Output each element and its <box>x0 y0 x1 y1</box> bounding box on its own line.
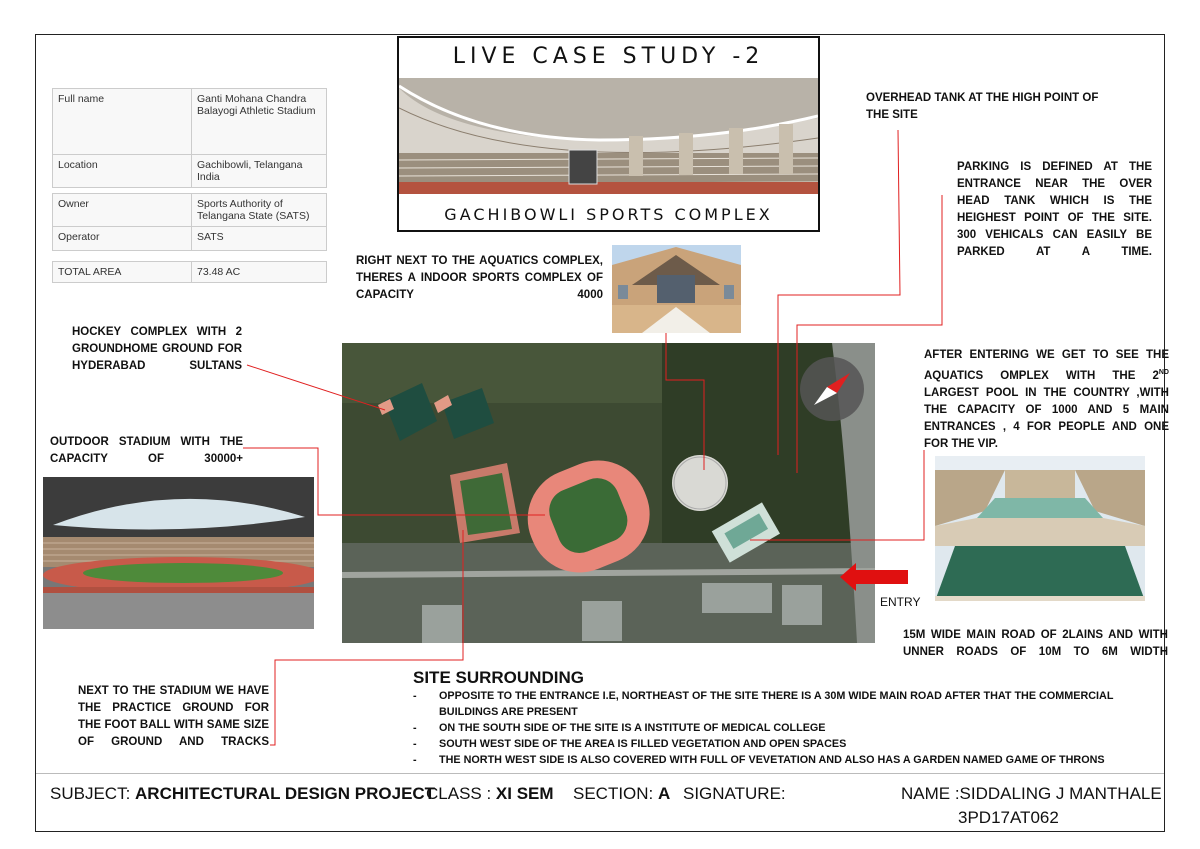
note-practice-ground: NEXT TO THE STADIUM WE HAVE THE PRACTICE GROUND FOR THE FOOT BALL WITH SAME SIZE OF GROUND AND TRACKS <box>78 685 269 748</box>
class-label: CLASS : <box>426 784 496 803</box>
table-row <box>53 194 327 227</box>
page-subtitle: GACHIBOWLI SPORTS COMPLEX <box>444 205 773 224</box>
footer-name: NAME :SIDDALING J MANTHALE <box>901 784 1162 803</box>
aquatics-photo <box>935 456 1145 601</box>
outdoor-stadium-photo <box>43 477 314 629</box>
info-value: Sports Authority of Telangana State (SATS) <box>192 194 327 227</box>
info-table-area <box>52 261 327 283</box>
note-parking-text-2: 300 VEHICALS CAN EASILY BE PARKED AT A TIME. <box>957 229 1152 258</box>
footer-class <box>426 784 554 804</box>
surrounding-title: SITE SURROUNDING <box>413 668 584 687</box>
info-key: TOTAL AREA <box>53 262 192 283</box>
note-indoor-complex: RIGHT NEXT TO THE AQUATICS COMPLEX, THERES A INDOOR SPORTS COMPLEX OF CAPACITY 4000 <box>356 255 603 301</box>
note-aquatics <box>924 347 1169 453</box>
table-row <box>53 89 327 155</box>
note-aquatics-sup: ND <box>1158 369 1169 376</box>
note-outdoor-stadium: OUTDOOR STADIUM WITH THE CAPACITY OF 30000+ <box>50 436 243 465</box>
info-value: 73.48 AC <box>192 262 327 283</box>
info-key: Owner <box>53 194 192 227</box>
info-key: Location <box>53 155 192 188</box>
note-road: 15M WIDE MAIN ROAD OF 2LAINS AND WITH UNNER ROADS OF 10M TO 6M WIDTH <box>903 629 1168 658</box>
page-title: LIVE CASE STUDY -2 <box>452 44 765 69</box>
class-value: XI SEM <box>495 784 554 803</box>
stadium-roof-photo <box>399 78 818 194</box>
footer-roll-number: 3PD17AT062 <box>958 808 1059 827</box>
footer-signature: SIGNATURE: <box>683 784 786 803</box>
info-value: SATS <box>192 227 327 251</box>
subject-value: ARCHITECTURAL DESIGN PROJECT <box>135 784 436 803</box>
site-satellite-map <box>342 343 875 643</box>
list-item: - SOUTH WEST SIDE OF THE AREA IS FILLED VEGETATION AND OPEN SPACES <box>413 736 1173 752</box>
info-table-identity <box>52 88 327 188</box>
info-value: Ganti Mohana Chandra Balayogi Athletic Stadium <box>192 89 327 155</box>
note-parking <box>957 159 1152 261</box>
list-item: - ON THE SOUTH SIDE OF THE SITE IS A INSTITUTE OF MEDICAL COLLEGE <box>413 720 1173 736</box>
footer-section <box>573 784 670 804</box>
list-item: - THE NORTH WEST SIDE IS ALSO COVERED WITH FULL OF VEVETATION AND ALSO HAS A GARDEN NAMED GAME OF THRONS <box>413 752 1173 768</box>
title-box <box>397 36 820 232</box>
indoor-complex-photo <box>612 245 741 333</box>
list-item: - OPPOSITE TO THE ENTRANCE I.E, NORTHEAST OF THE SITE THERE IS A 30M WIDE MAIN ROAD AFTER THAT THE COMMERCIAL BUILDINGS ARE PRESENT <box>413 688 1173 720</box>
table-row <box>53 262 327 283</box>
footer-divider <box>36 773 1164 774</box>
info-key: Operator <box>53 227 192 251</box>
note-aquatics-text-2: LARGEST POOL IN THE COUNTRY ,WITH THE CAPACITY OF 1000 AND 5 MAIN ENTRANCES , 4 FOR PEOPLE AND ONE FOR THE VIP. <box>924 386 1169 450</box>
section-label: SECTION: <box>573 784 659 803</box>
section-value: A <box>658 784 671 803</box>
subject-label: SUBJECT: <box>50 784 136 803</box>
note-parking-text: PARKING IS DEFINED AT THE ENTRANCE NEAR THE OVER HEAD TANK WHICH IS THE HEIGHEST POINT OF THE SITE. <box>957 161 1152 224</box>
info-value: Gachibowli, Telangana India <box>192 155 327 188</box>
info-key: Full name <box>53 89 192 155</box>
info-table-ownership <box>52 193 327 251</box>
note-aquatics-text: AFTER ENTERING WE GET TO SEE THE AQUATICS OMPLEX WITH THE 2 <box>924 349 1169 382</box>
footer-subject <box>50 784 435 804</box>
surrounding-list <box>413 688 1173 768</box>
note-hockey: HOCKEY COMPLEX WITH 2 GROUNDHOME GROUND FOR HYDERABAD SULTANS <box>72 326 242 372</box>
note-overhead-tank: OVERHEAD TANK AT THE HIGH POINT OF THE SITE <box>866 92 1099 121</box>
entry-arrow-icon <box>840 563 910 591</box>
table-row <box>53 155 327 188</box>
entry-label: ENTRY <box>880 595 921 609</box>
table-row <box>53 227 327 251</box>
